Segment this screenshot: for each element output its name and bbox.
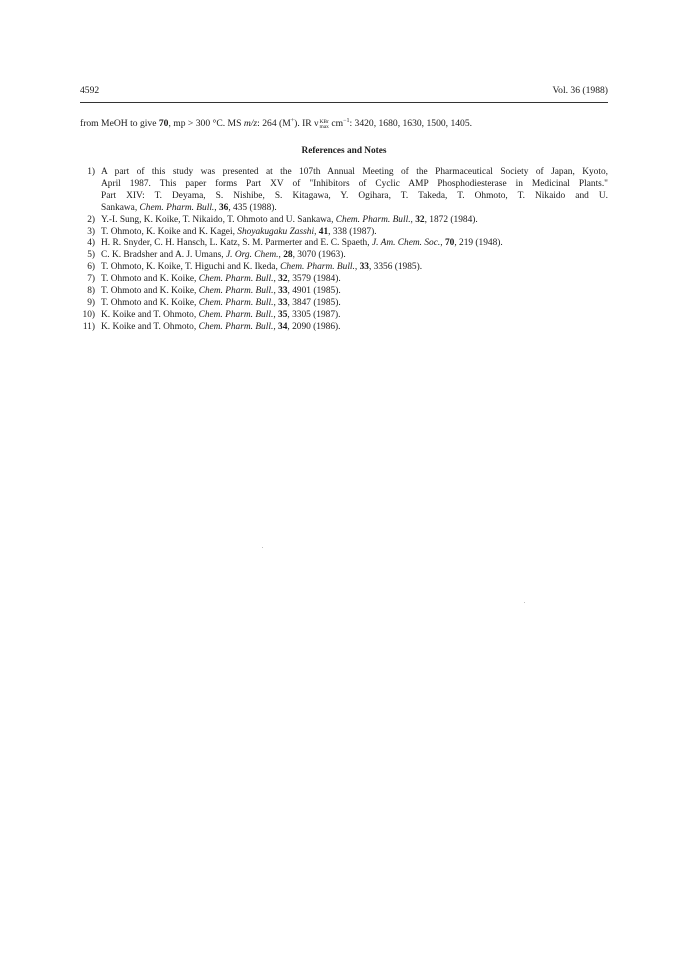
reference-text [101, 238, 608, 250]
reference-volume: 33 [359, 262, 369, 273]
reference-volume: 41 [318, 226, 329, 237]
reference-separator: , [354, 262, 360, 273]
reference-item [80, 238, 608, 250]
reference-volume: 36 [218, 202, 229, 213]
reference-text [101, 215, 608, 227]
reference-item [80, 322, 608, 334]
reference-item [80, 250, 608, 262]
reference-number: 2) [87, 214, 95, 225]
reference-item [80, 310, 608, 322]
reference-separator: , [273, 309, 278, 320]
reference-line [101, 203, 608, 215]
reference-text [101, 227, 608, 239]
reference-line: A part of this study was presented at the 107th Annual Meeting of the Pharmaceutical Society of Japan, Kyoto, [101, 167, 608, 177]
reference-journal: J. Am. Chem. Soc. [371, 238, 441, 249]
reference-volume: 33 [278, 297, 288, 308]
reference-item [80, 167, 608, 215]
reference-number: 1) [87, 167, 95, 177]
reference-line: April 1987. This paper forms Part XV of "Inhibitors of Cyclic AMP Phosphodiesterase in Medicinal Plants." [101, 178, 608, 189]
reference-separator: , [273, 286, 279, 297]
reference-text [101, 310, 608, 322]
kbr-label: KBr [319, 118, 329, 125]
reference-text [101, 322, 608, 334]
unit-superscript: −1 [343, 117, 350, 124]
reference-authors: T. Ohmoto and K. Koike, [101, 297, 199, 308]
reference-item [80, 274, 608, 286]
text-segment: , mp > 300 °C. MS [168, 118, 244, 129]
reference-volume: 32 [278, 274, 288, 285]
running-head [80, 84, 608, 98]
reference-separator: , [314, 226, 319, 237]
compound-number: 70 [158, 118, 169, 129]
reference-journal: Chem. Pharm. Bull. [198, 297, 274, 308]
reference-line: Part XIV: T. Deyama, S. Nishibe, S. Kitagawa, Y. Ogihara, T. Takeda, T. Ohmoto, T. Nikaido and U. [101, 190, 608, 201]
reference-journal: Shoyakugaku Zasshi [237, 226, 315, 237]
reference-authors: T. Ohmoto and K. Koike, [101, 274, 199, 285]
reference-number: 3) [87, 226, 95, 237]
reference-journal: Chem. Pharm. Bull. [280, 262, 355, 273]
reference-pages: , 2090 (1986). [287, 321, 341, 332]
reference-separator: , [278, 250, 284, 261]
reference-pages: , 3070 (1963). [292, 250, 346, 261]
page-number: 4592 [80, 85, 100, 96]
reference-number: 9) [87, 297, 95, 308]
reference-text [101, 262, 608, 274]
text-segment: ). IR ν [294, 118, 319, 129]
text-segment: : 264 (M [257, 118, 291, 129]
reference-journal: Chem. Pharm. Bull. [198, 274, 274, 285]
reference-journal: Chem. Pharm. Bull. [198, 321, 274, 332]
reference-number: 10) [82, 309, 95, 320]
reference-number: 7) [87, 274, 95, 285]
reference-separator: , [214, 202, 219, 213]
reference-number: 5) [87, 250, 95, 261]
reference-pages: , 3305 (1987). [287, 309, 341, 320]
reference-pages: , 3579 (1984). [287, 274, 341, 285]
reference-separator: , [440, 238, 445, 249]
reference-separator: , [410, 214, 416, 225]
reference-volume: 34 [278, 321, 288, 332]
reference-volume: 70 [444, 238, 455, 249]
reference-pages: , 3847 (1985). [287, 297, 341, 308]
reference-pages: , 4901 (1985). [287, 286, 341, 297]
reference-journal: Chem. Pharm. Bull. [335, 214, 411, 225]
reference-authors: H. R. Snyder, C. H. Hansch, L. Katz, S. M. Parmerter and E. C. Spaeth, [101, 238, 372, 249]
text-segment: from MeOH to give [80, 118, 159, 129]
reference-separator: , [273, 274, 279, 285]
reference-pages: , 3356 (1985). [368, 262, 423, 273]
reference-text [101, 167, 608, 215]
header-rule [80, 102, 608, 103]
reference-text [101, 286, 608, 298]
reference-pages: , 338 (1987). [328, 226, 377, 237]
charge-superscript: + [290, 117, 295, 124]
reference-journal: Chem. Pharm. Bull. [198, 309, 274, 320]
reference-separator: , [273, 321, 278, 332]
text-segment: cm [328, 118, 344, 129]
volume-label: Vol. 36 (1988) [552, 85, 608, 96]
scan-speck [262, 547, 263, 548]
scan-speck [524, 602, 525, 603]
reference-list [80, 167, 608, 334]
reference-separator: , [273, 297, 279, 308]
reference-text [101, 250, 608, 262]
reference-pages: , 1872 (1984). [424, 214, 478, 225]
reference-number: 8) [87, 286, 95, 297]
reference-journal: Chem. Pharm. Bull. [198, 286, 274, 297]
reference-pages: , 435 (1988). [228, 202, 277, 213]
reference-journal: Chem. Pharm. Bull. [139, 202, 215, 213]
reference-authors: T. Ohmoto, K. Koike and K. Kagei, [101, 226, 238, 237]
text-segment: : 3420, 1680, 1630, 1500, 1405. [349, 118, 473, 129]
reference-volume: 33 [278, 286, 288, 297]
mz-label: m/z [243, 118, 258, 129]
section-heading: References and Notes [301, 146, 387, 156]
experimental-text [80, 117, 608, 131]
reference-authors: T. Ohmoto, K. Koike, T. Higuchi and K. Ikeda, [101, 262, 281, 273]
reference-number: 4) [87, 238, 95, 249]
max-label: max [319, 124, 329, 130]
reference-authors: Y.-I. Sung, K. Koike, T. Nikaido, T. Ohmoto and U. Sankawa, [101, 214, 336, 225]
reference-item [80, 227, 608, 239]
reference-number: 11) [82, 321, 95, 332]
reference-pages: , 219 (1948). [454, 238, 503, 249]
reference-volume: 35 [278, 309, 288, 320]
ir-subscript-stack [319, 120, 328, 131]
reference-item [80, 286, 608, 298]
reference-authors: Sankawa, [101, 202, 140, 213]
reference-text [101, 298, 608, 310]
reference-item [80, 215, 608, 227]
reference-authors: T. Ohmoto and K. Koike, [101, 286, 199, 297]
reference-journal: J. Org. Chem. [226, 250, 279, 261]
reference-text [101, 274, 608, 286]
reference-volume: 32 [415, 214, 425, 225]
reference-authors: K. Koike and T. Ohmoto, [101, 309, 199, 320]
reference-authors: K. Koike and T. Ohmoto, [101, 321, 199, 332]
reference-number: 6) [87, 262, 95, 273]
reference-item [80, 262, 608, 274]
reference-item [80, 298, 608, 310]
reference-volume: 28 [283, 250, 293, 261]
reference-authors: C. K. Bradsher and A. J. Umans, [101, 250, 226, 261]
